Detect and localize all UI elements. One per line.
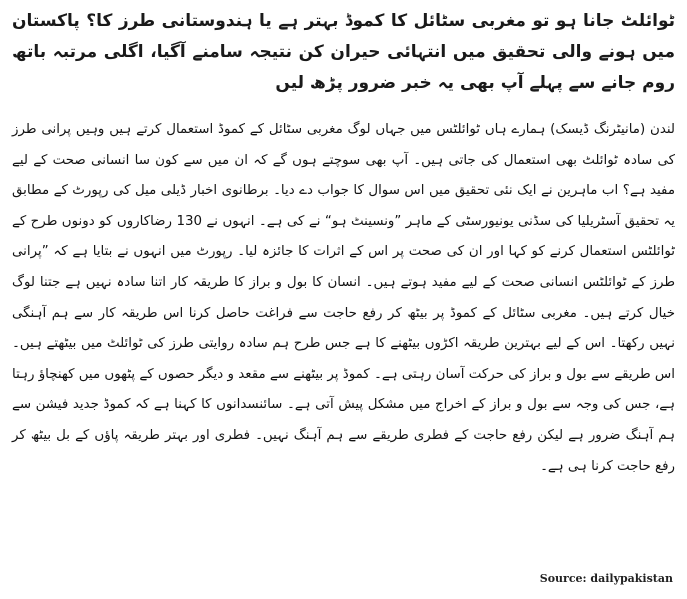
source-credit: Source: dailypakistan <box>539 572 673 585</box>
article-headline: ٹوائلٹ جانا ہو تو مغربی سٹائل کا کموڈ بہتر ہے یا ہندوستانی طرز کا؟ پاکستان میں ہونے والی تحقیق میں انتہائی حیران کن نتیجہ سامنے آگیا، اگلی مرتبہ باتھ روم جانے سے پہلے آپ بھی یہ خبر ضرور پڑھ لیں <box>12 11 675 93</box>
news-article <box>12 0 675 599</box>
article-body: لندن (مانیٹرنگ ڈیسک) ہمارے ہاں ٹوائلٹس میں جہاں لوگ مغربی سٹائل کے کموڈ استعمال کرتے ہیں وہیں پرانی طرز کی سادہ ٹوائلٹ بھی استعمال کی جاتی ہیں۔ آپ بھی سوچتے ہوں گے کہ ان میں سے کون سا انسانی صحت کے لیے مفید ہے؟ اب ماہرین نے ایک نئی تحقیق میں اس سوال کا جواب دے دیا۔ برطانوی اخبار ڈیلی میل کی رپورٹ کے مطابق یہ تحقیق آسٹریلیا کی سڈنی یونیورسٹی کے ماہر ”ونسینٹ ہو“ نے کی ہے۔ انہوں نے 130 رضاکاروں کو دونوں طرح کے ٹوائلٹس استعمال کرنے کو کہا اور ان کی صحت پر اس کے اثرات کا جائزہ لیا۔ رپورٹ میں انہوں نے بتایا ہے کہ ”پرانی طرز کے ٹوائلٹس انسانی صحت کے لیے مفید ہوتے ہیں۔ انسان کا بول و براز کا طریقہ کار اتنا سادہ نہیں ہے جتنا لوگ خیال کرتے ہیں۔ مغربی سٹائل کے کموڈ پر بیٹھ کر رفع حاجت سے فراغت حاصل کرنا اس طریقہ کار سے ہم آہنگی نہیں رکھتا۔ اس کے لیے بہترین طریقہ اکڑوں بیٹھنے کا ہے جس طرح ہم سادہ روایتی طرز کی ٹوائلٹ میں بیٹھتے ہیں۔ اس طریقے سے بول و براز کی حرکت آسان رہتی ہے۔ کموڈ پر بیٹھنے سے مقعد و دیگر حصوں کے پٹھوں میں کھنچاؤ رہتا ہے، جس کی وجہ سے بول و براز کے اخراج میں مشکل پیش آتی ہے۔ سائنسدانوں کا کہنا ہے کہ کموڈ جدید فیشن سے ہم آہنگ ضرور ہے لیکن رفع حاجت کے فطری طریقے سے ہم آہنگ نہیں۔ فطری اور بہتر طریقہ پاؤں کے بل بیٹھ کر رفع حاجت کرنا ہی ہے۔ <box>12 122 675 474</box>
